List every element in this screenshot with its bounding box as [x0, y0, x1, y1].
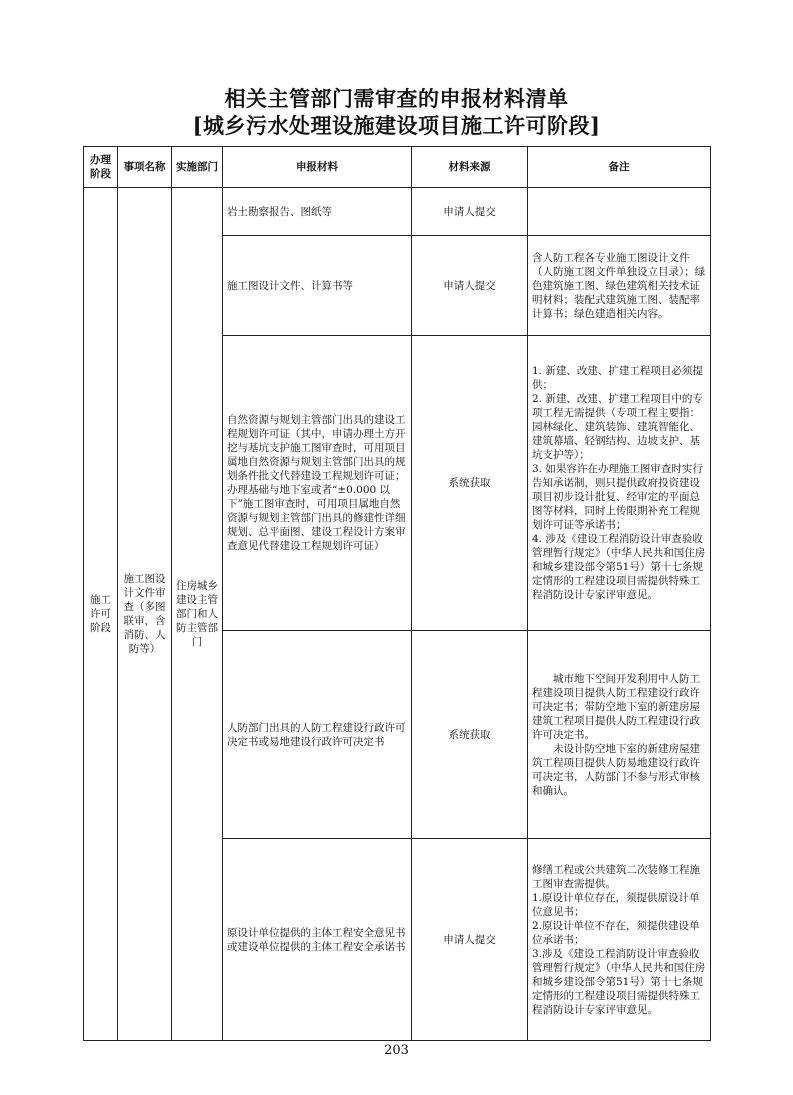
stage-cell: 施工许可阶段 — [84, 188, 118, 1041]
note-line: 未设计防空地下室的新建房屋建筑工程项目提供人防易地建设行政许可决定书，人防部门不参与形式审核和确认。 — [532, 742, 700, 797]
note-line: 2. 新建、改建、扩建工程项目中的专项工程无需提供（专项工程主要指：园林绿化、建筑装饰、建筑智能化、建筑幕墙、轻钢结构、边坡支护、基坑支护等）； — [532, 393, 703, 461]
note-line: 1. 新建、改建、扩建工程项目必须提供； — [532, 365, 703, 391]
dept-cell: 住房城乡建设主管部门和人防主管部门 — [172, 188, 223, 1041]
note-line: 3. 如果容许在办理施工图审查时实行告知承诺制，则只提供政府投资建设项目初步设计批复、经审定的平面总图等材料，同时上传限期补充工程规划许可证等承诺书； — [532, 463, 703, 531]
header-stage: 办理阶段 — [84, 147, 118, 188]
note-cell — [528, 188, 711, 236]
material-cell: 施工图设计文件、计算书等 — [223, 236, 412, 336]
source-cell: 申请人提交 — [412, 188, 528, 236]
note-line: 修缮工程或公共建筑二次装修工程施工图审查需提供。 — [532, 863, 700, 890]
note-line: 城市地下空间开发利用中人防工程建设项目提供人防工程建设行政许可决定书；带防空地下室的新建房屋建筑工程项目提供人防工程建设行政许可决定书。 — [532, 672, 700, 741]
document-subtitle: [城乡污水处理设施建设项目施工许可阶段] — [192, 113, 601, 138]
table-row — [84, 188, 711, 236]
document-title: 相关主管部门需审查的申报材料清单 — [224, 86, 569, 111]
item-cell: 施工图设计文件审查（多图联审，含消防、人防等） — [118, 188, 172, 1041]
note-cell: 含人防工程各专业施工图设计文件（人防施工图文件单独设立目录）；绿色建筑施工图、绿色建筑相关技术证明材料；装配式建筑施工图、装配率计算书；绿色建造相关内容。 — [528, 236, 711, 336]
material-cell: 自然资源与规划主管部门出具的建设工程规划许可证（其中，申请办理土方开挖与基坑支护施工图审查时，可用项目属地自然资源与规划主管部门出具的规划条件批文代替建设工程规划许可证；办理基础与地下室或者“±0.000 以下”施工图审查时，可用项目属地自然资源与规划主管部门出具的修建性详细规划、总平面图、建设工程设计方案审查意见代替建设工程规划许可证） — [223, 336, 412, 631]
table-header-row — [84, 147, 711, 188]
source-cell: 系统获取 — [412, 336, 528, 631]
material-cell: 岩土勘察报告、图纸等 — [223, 188, 412, 236]
material-cell: 人防部门出具的人防工程建设行政许可决定书或易地建设行政许可决定书 — [223, 631, 412, 839]
note-line: 2.原设计单位不存在，须提供建设单位承诺书； — [532, 919, 700, 946]
note-line: 1.原设计单位存在，须提供原设计单位意见书； — [532, 891, 700, 918]
header-source: 材料来源 — [412, 147, 528, 188]
note-cell — [528, 336, 711, 631]
note-cell — [528, 631, 711, 839]
header-material: 申报材料 — [223, 147, 412, 188]
source-cell: 申请人提交 — [412, 236, 528, 336]
header-dept: 实施部门 — [172, 147, 223, 188]
source-cell: 申请人提交 — [412, 839, 528, 1041]
note-line: 4. 涉及《建设工程消防设计审查验收管理暂行规定》（中华人民共和国住房和城乡建设部令第51号）第十七条规定情形的工程建设项目需提供特殊工程消防设计专家评审意见。 — [532, 533, 706, 601]
materials-table — [83, 146, 711, 1041]
header-note: 备注 — [528, 147, 711, 188]
header-item: 事项名称 — [118, 147, 172, 188]
note-line: 3.涉及《建设工程消防设计审查验收管理暂行规定》（中华人民共和国住房和城乡建设部令第51号）第十七条规定情形的工程建设项目需提供特殊工程消防设计专家评审意见。 — [532, 947, 706, 1016]
material-cell: 原设计单位提供的主体工程安全意见书或建设单位提供的主体工程安全承诺书 — [223, 839, 412, 1041]
page-number: 203 — [384, 1043, 409, 1058]
source-cell: 系统获取 — [412, 631, 528, 839]
note-cell — [528, 839, 711, 1041]
